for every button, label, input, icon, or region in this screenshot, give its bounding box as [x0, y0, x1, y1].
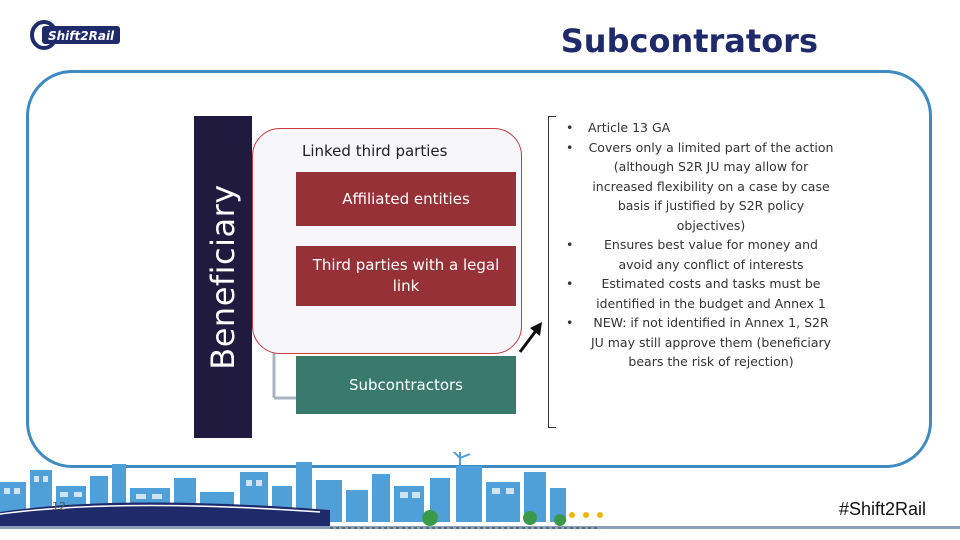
list-item: • Ensures best value for money and avoid any conflict of interests [566, 237, 818, 272]
arrow-icon [516, 320, 546, 356]
bullet-text: Covers only a limited part of the action (although S2R JU may allow for increased flexibility on a case by case basis if justified by S2R policy objectives) [588, 139, 834, 233]
third-parties-legal-link-label: Third parties with a legal link [312, 256, 500, 295]
bullet-text: Ensures best value for money and avoid any conflict of interests [604, 237, 818, 272]
list-item: • NEW: if not identified in Annex 1, S2R JU may still approve them (beneficiary bears the risk of rejection) [566, 315, 832, 369]
bullet-bracket [548, 116, 556, 428]
logo-text: Shift2Rail [48, 29, 115, 43]
affiliated-entities-label: Affiliated entities [342, 189, 470, 208]
affiliated-entities-box [296, 172, 516, 226]
shift2rail-logo [30, 18, 122, 52]
linked-third-parties-label: Linked third parties [302, 142, 448, 160]
list-item: • Estimated costs and tasks must be identified in the budget and Annex 1 [566, 276, 826, 311]
page-title: Subcontrators [560, 22, 818, 60]
subcontractors-label: Subcontractors [348, 375, 463, 394]
beneficiary-label: Beneficiary [204, 184, 242, 370]
hashtag-label: #Shift2Rail [838, 499, 926, 519]
third-parties-legal-link-box [296, 246, 516, 306]
subcontractors-box [296, 356, 516, 414]
city-train-illustration [0, 452, 960, 540]
list-item: • Article 13 GA [566, 120, 671, 135]
bullet-text: NEW: if not identified in Annex 1, S2R JU may still approve them (beneficiary bears the risk of rejection) [590, 315, 832, 369]
slide-number: 12 [52, 500, 66, 513]
bullet-text: Estimated costs and tasks must be identified in the budget and Annex 1 [596, 276, 826, 311]
list-item: • Covers only a limited part of the action (although S2R JU may allow for increased flexibility on a case by case basis if justified by S2R policy objectives) [566, 139, 834, 233]
bullet-text: Article 13 GA [588, 120, 671, 135]
bullet-list [566, 118, 834, 372]
linked-third-parties-panel [252, 128, 522, 354]
